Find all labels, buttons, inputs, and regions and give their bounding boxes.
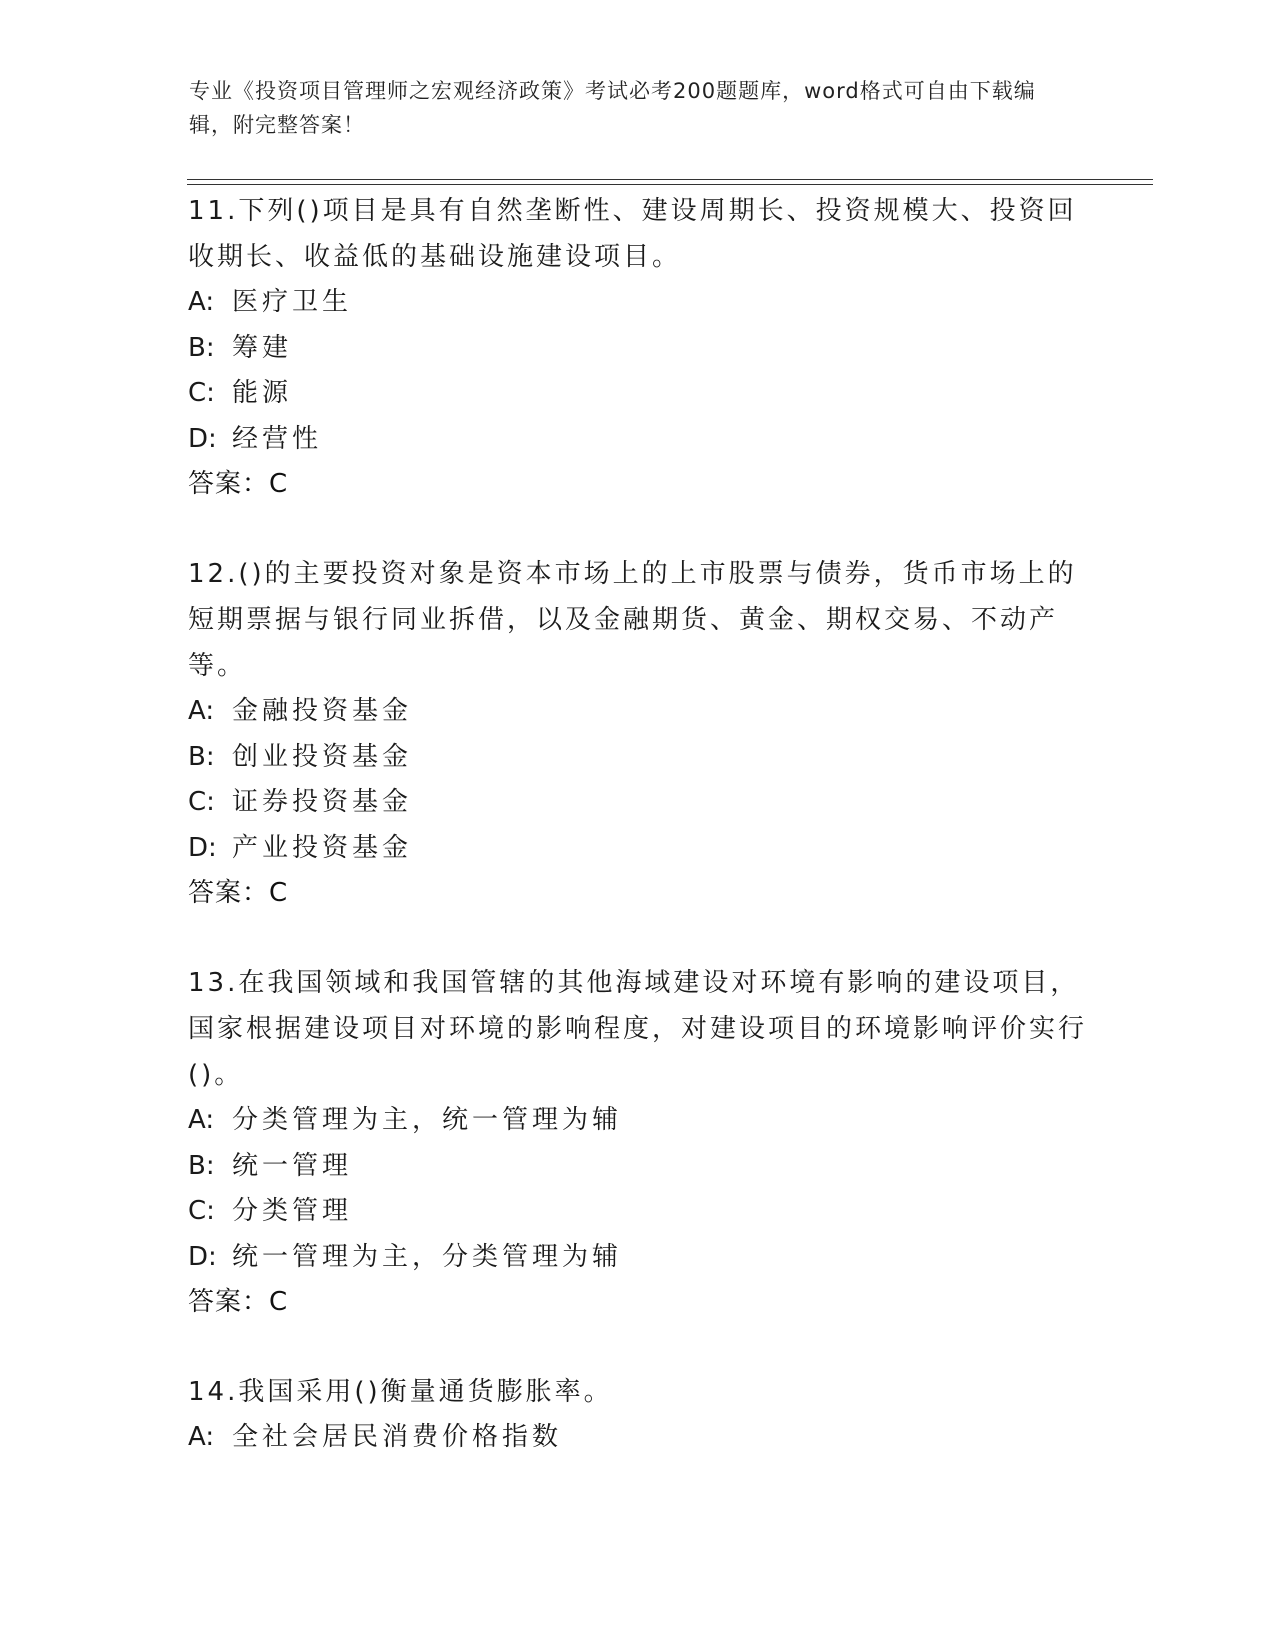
option-letter: D: <box>188 1241 217 1272</box>
option-text: 统一管理 <box>232 1150 353 1181</box>
option-text: 分类管理为主，统一管理为辅 <box>232 1105 623 1135</box>
option-a <box>188 689 1088 735</box>
option-b <box>188 1144 1088 1190</box>
option-c <box>188 1189 1088 1235</box>
option-a <box>188 1098 1088 1144</box>
option-letter: A: <box>188 1422 215 1452</box>
answer-line: 答案：C <box>188 1287 289 1317</box>
option-text: 统一管理为主，分类管理为辅 <box>232 1241 623 1272</box>
option-a <box>188 1415 1088 1461</box>
question-13 <box>188 960 1088 1325</box>
question-stem: 13.在我国领域和我国管辖的其他海域建设对环境有影响的建设项目，国家根据建设项目对环境的影响程度，对建设项目的环境影响评价实行()。 <box>188 968 1088 1090</box>
option-c <box>188 780 1088 826</box>
option-letter: B: <box>188 332 215 363</box>
option-d <box>188 826 1088 872</box>
option-letter: B: <box>188 1150 215 1181</box>
header-rule-top <box>187 179 1153 180</box>
option-letter: B: <box>188 741 215 772</box>
option-c <box>188 371 1088 417</box>
question-11 <box>188 188 1088 507</box>
question-14 <box>188 1369 1088 1461</box>
option-text: 经营性 <box>232 423 323 454</box>
answer-line: 答案：C <box>188 878 289 908</box>
option-letter: A: <box>188 287 215 317</box>
option-text: 金融投资基金 <box>232 696 413 726</box>
answer-line: 答案：C <box>188 469 289 499</box>
option-letter: C: <box>188 378 215 408</box>
option-text: 医疗卫生 <box>232 287 353 317</box>
option-b <box>188 326 1088 372</box>
option-b <box>188 735 1088 781</box>
option-text: 全社会居民消费价格指数 <box>232 1422 563 1452</box>
option-letter: A: <box>188 1105 215 1135</box>
question-12 <box>188 551 1088 916</box>
option-text: 分类管理 <box>232 1196 353 1226</box>
option-d <box>188 1235 1088 1281</box>
option-a <box>188 280 1088 326</box>
option-letter: A: <box>188 696 215 726</box>
question-stem: 12.()的主要投资对象是资本市场上的上市股票与债券，货币市场上的短期票据与银行同业拆借，以及金融期货、黄金、期权交易、不动产等。 <box>188 559 1077 681</box>
option-letter: D: <box>188 423 217 454</box>
option-letter: C: <box>188 1196 215 1226</box>
option-letter: C: <box>188 787 215 817</box>
option-d <box>188 417 1088 463</box>
header-rule-bottom <box>187 184 1153 185</box>
question-list <box>188 188 1088 1505</box>
option-text: 筹建 <box>232 332 293 363</box>
option-text: 产业投资基金 <box>232 832 413 863</box>
option-text: 创业投资基金 <box>232 741 413 772</box>
question-stem: 14.我国采用()衡量通货膨胀率。 <box>188 1377 613 1407</box>
question-stem: 11.下列()项目是具有自然垄断性、建设周期长、投资规模大、投资回收期长、收益低的基础设施建设项目。 <box>188 196 1077 272</box>
option-letter: D: <box>188 832 217 863</box>
document-header: 专业《投资项目管理师之宏观经济政策》考试必考200题题库，word格式可自由下载编辑，附完整答案！ <box>189 79 1036 137</box>
option-text: 证券投资基金 <box>232 787 413 817</box>
option-text: 能源 <box>232 378 293 408</box>
